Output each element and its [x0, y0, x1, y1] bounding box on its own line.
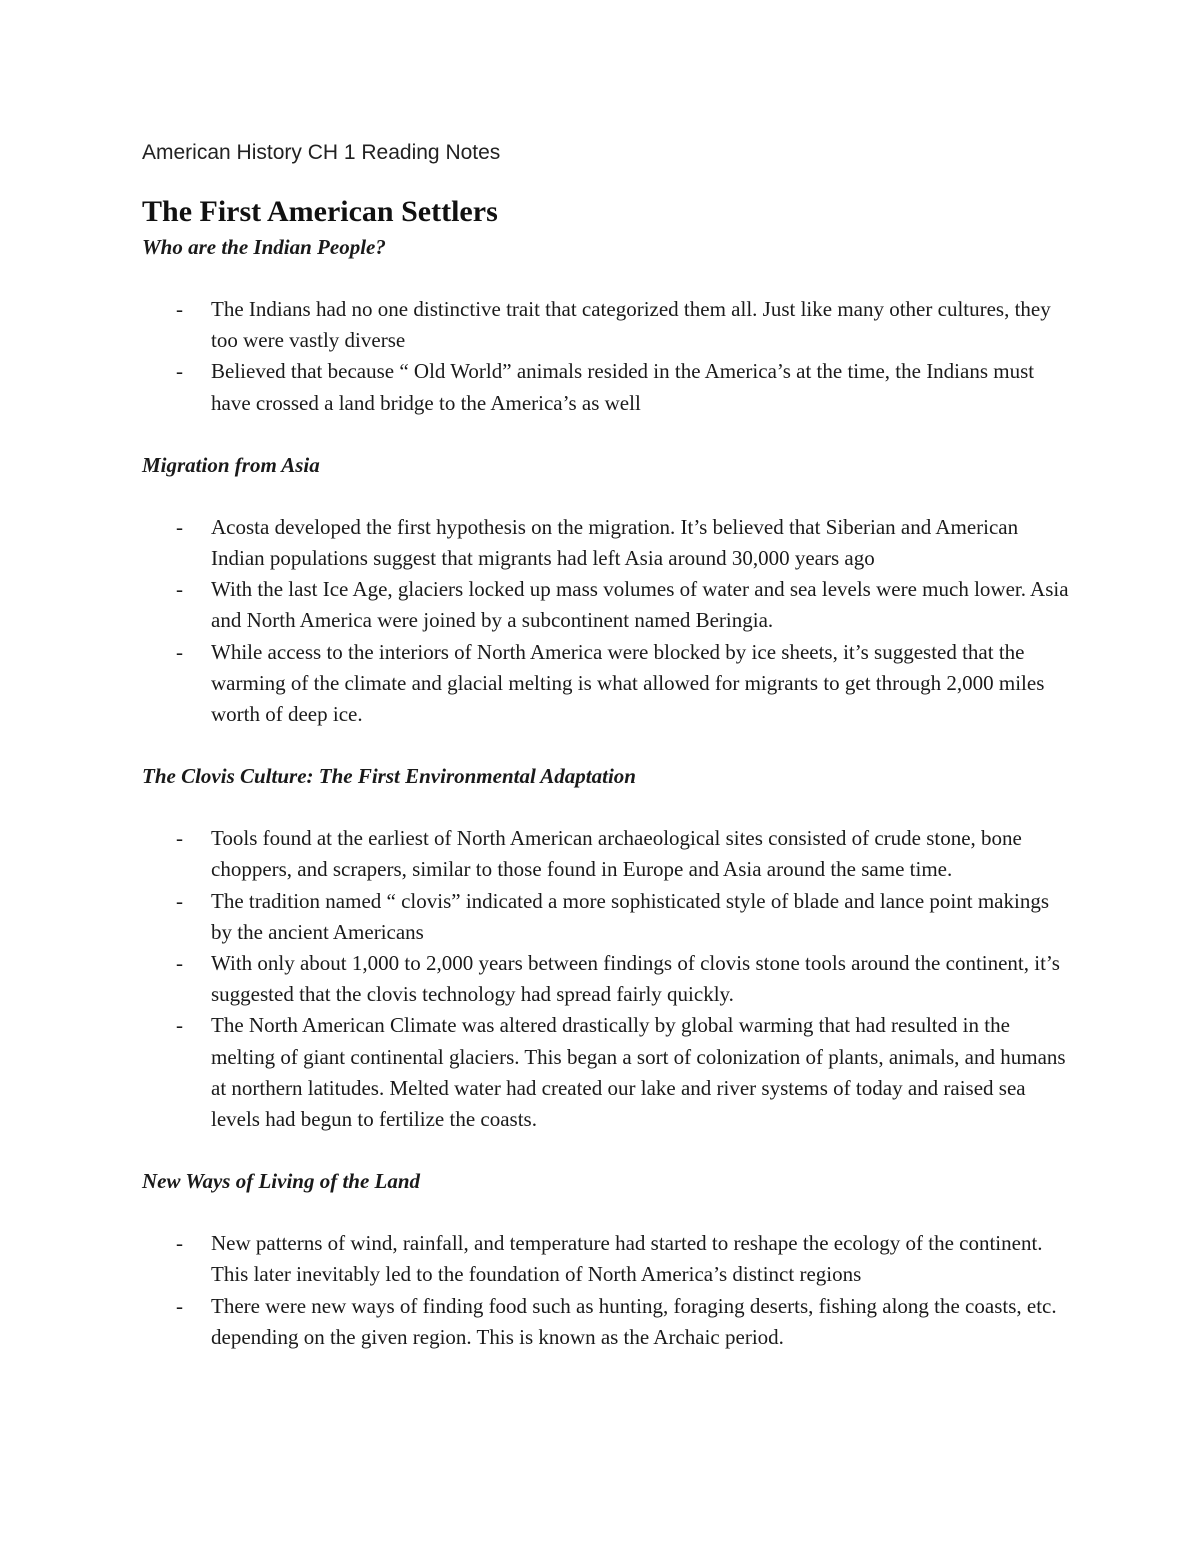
dash-bullet: -	[176, 826, 183, 851]
list-item	[142, 574, 1072, 636]
bullet-list	[142, 294, 1072, 419]
list-item-text: The tradition named “ clovis” indicated a more sophisticated style of blade and lance point makings by the ancient Americans	[211, 888, 1049, 944]
dash-bullet: -	[176, 514, 183, 539]
list-item	[142, 1291, 1072, 1353]
dash-bullet: -	[176, 577, 183, 602]
list-item	[142, 356, 1072, 418]
list-item-text: With only about 1,000 to 2,000 years between findings of clovis stone tools around the continent, it’s suggested that the clovis technology had spread fairly quickly.	[211, 951, 1060, 1007]
dash-bullet: -	[176, 1231, 183, 1256]
list-item-text: The Indians had no one distinctive trait that categorized them all. Just like many other cultures, they too were vastly diverse	[211, 297, 1051, 353]
list-item	[142, 512, 1072, 574]
list-item	[142, 886, 1072, 948]
list-item	[142, 1228, 1072, 1290]
section-new-ways-of-living	[142, 1166, 1072, 1353]
dash-bullet: -	[176, 297, 183, 321]
section-heading: New Ways of Living of the Land	[142, 1169, 421, 1194]
list-item-text: While access to the interiors of North America were blocked by ice sheets, it’s suggested that the warming of the climate and glacial melting is what allowed for migrants to get through 2,000 miles worth of deep ice.	[211, 639, 1045, 727]
list-item-text: With the last Ice Age, glaciers locked up mass volumes of water and sea levels were much lower. Asia and North America were joined by a subcontinent named Beringia.	[211, 577, 1069, 633]
list-item	[142, 823, 1072, 885]
dash-bullet: -	[176, 639, 183, 664]
list-item	[142, 294, 1072, 356]
dash-bullet: -	[176, 359, 183, 384]
bullet-list	[142, 512, 1072, 730]
document-header: American History CH 1 Reading Notes	[142, 141, 501, 164]
section-migration-from-asia	[142, 450, 1072, 730]
list-item	[142, 1010, 1072, 1135]
bullet-list	[142, 1228, 1072, 1353]
bullet-list	[142, 823, 1072, 1135]
list-item-text: Acosta developed the first hypothesis on the migration. It’s believed that Siberian and American Indian populations suggest that migrants had left Asia around 30,000 years ago	[211, 514, 1019, 571]
list-item	[142, 637, 1072, 731]
document-title: The First American Settlers	[142, 195, 498, 228]
section-clovis-culture	[142, 761, 1072, 1135]
dash-bullet: -	[176, 888, 183, 913]
list-item-text: Tools found at the earliest of North American archaeological sites consisted of crude stone, bone choppers, and scrapers, similar to those found in Europe and Asia around the same time.	[211, 826, 1022, 882]
section-heading: Who are the Indian People?	[142, 235, 386, 259]
list-item	[142, 948, 1072, 1010]
section-heading: The Clovis Culture: The First Environmental Adaptation	[142, 764, 636, 789]
list-item-text: There were new ways of finding food such as hunting, foraging deserts, fishing along the coasts, etc. depending on the given region. This is known as the Archaic period.	[211, 1293, 1057, 1349]
list-item-text: Believed that because “ Old World” animals resided in the America’s at the time, the Indians must have crossed a land bridge to the America’s as well	[211, 359, 1035, 415]
section-who-are-the-indian-people	[142, 232, 1072, 419]
document-page	[142, 138, 1072, 1353]
list-item-text: New patterns of wind, rainfall, and temperature had started to reshape the ecology of the continent. This later inevitably led to the foundation of North America’s distinct regions	[211, 1231, 1043, 1287]
list-item-text: The North American Climate was altered drastically by global warming that had resulted in the melting of giant continental glaciers. This began a sort of colonization of plants, animals, and humans at northern latitudes. Melted water had created our lake and river systems of today and raised sea levels had begun to fertilize the coasts.	[211, 1013, 1066, 1132]
section-heading: Migration from Asia	[142, 452, 320, 477]
dash-bullet: -	[176, 951, 183, 976]
dash-bullet: -	[176, 1013, 183, 1038]
dash-bullet: -	[176, 1293, 183, 1318]
